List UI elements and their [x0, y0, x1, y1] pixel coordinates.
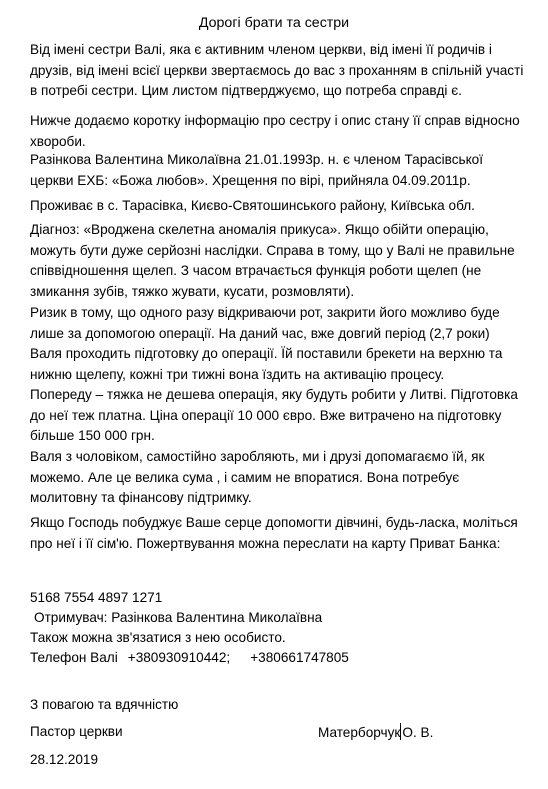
signer-name	[318, 723, 433, 742]
card-number: 5168 7554 4897 1271	[30, 590, 163, 605]
paragraph-risk	[30, 303, 530, 385]
letter-title: Дорогі брати та сестри	[198, 15, 350, 31]
text-line: лише за допомогою операції. На даний час, вже довгий період (2,7 роки)	[30, 325, 490, 341]
text-line: про неї і її сім'ю. Пожертвування можна переслати на карту Приват Банка:	[30, 535, 501, 551]
letter-date: 28.12.2019	[30, 752, 99, 767]
paragraph-residence	[30, 196, 530, 217]
text-line: Валя з чоловіком, самостійно заробляють, ми і друзі допомагаємо їй, як	[30, 449, 485, 464]
text-line: Діагноз: «Вроджена скелетна аномалія прикуса». Якщо обійти операцію,	[30, 222, 489, 237]
text-line: Від імені сестри Валі, яка є активним членом церкви, від імені її родичів і	[30, 42, 492, 57]
text-line: можемо. Але це велика сума , і самим не впоратися. Вона потребує	[30, 469, 460, 485]
text-line: молитовну та фінансову підтримку.	[30, 490, 252, 505]
text-line: Нижче додаємо коротку інформацію про сестру і опис стану її справ відносно	[30, 113, 520, 128]
closing-line: З повагою та вдячністю	[30, 697, 179, 712]
text-line: Якщо Господь побуджує Ваше серце допомогти дівчині, будь-ласка, моліться	[30, 515, 518, 530]
text-line: до неї теж платна. Ціна операції 10 000 євро. Вже витрачено на підготовку	[30, 407, 502, 423]
contact-note: Також можна зв'язатися з нею особисто.	[30, 630, 286, 645]
text-line: Попереду – тяжка не дешева операція, яку будуть робити у Литві. Підготовка	[30, 387, 518, 402]
paragraph-info-note	[30, 111, 530, 152]
text-line: більше 150 000 грн.	[30, 428, 155, 443]
text-line: хвороби.	[30, 133, 86, 149]
signer-surname: Матерборчук	[318, 725, 401, 740]
signer-role: Пастор церкви	[30, 724, 123, 739]
text-line: Валя проходить підготовку до операції. Їй поставили брекети на верхню та	[30, 346, 503, 361]
paragraph-diagnosis	[30, 220, 530, 302]
phone-number-1: +380930910442;	[127, 650, 231, 665]
paragraph-intro	[30, 40, 530, 102]
text-line: Проживає в с. Тарасівка, Києво-Святошинського району, Київська обл.	[30, 198, 475, 213]
text-line: друзів, від імені всієї церкви звертаємось до вас з проханням в спільній участі	[30, 62, 524, 78]
text-line: Ризик в тому, що одного разу відкриваючи рот, закрити його можливо буде	[30, 305, 500, 320]
paragraph-surgery-cost	[30, 385, 530, 447]
phone-line	[30, 649, 349, 667]
phone-number-2: +380661747805	[250, 650, 349, 665]
paragraph-donation-appeal	[30, 513, 530, 554]
text-line: Разінкова Валентина Миколаївна 21.01.1993р. н. є членом Тарасівської	[30, 152, 484, 167]
paragraph-personal-data	[30, 150, 530, 191]
text-line: можуть бути дуже серйозні наслідки. Справа в тому, що у Валі не правильне	[30, 242, 515, 258]
text-line: змикання зубів, тяжко жувати, кусати, розмовляти).	[30, 283, 355, 299]
text-line: в потребі сестри. Цим листом підтверджуємо, що потреба справді є.	[30, 83, 462, 98]
phone-label: Телефон Валі	[30, 650, 118, 665]
paragraph-support-request	[30, 447, 530, 509]
recipient-line: Отримувач: Разінкова Валентина Миколаївна	[34, 610, 323, 625]
text-line: нижню щелепу, кожні три тижні вона їздить на активацію процесу.	[30, 366, 445, 382]
signer-initials: О. В.	[402, 725, 434, 740]
text-line: співвідношення щелеп. З часом втрачається функція роботи щелеп (не	[30, 263, 482, 278]
text-line: церкви ЕХБ: «Божа любов». Хрещення по вірі, прийняла 04.09.2011р.	[30, 172, 471, 188]
